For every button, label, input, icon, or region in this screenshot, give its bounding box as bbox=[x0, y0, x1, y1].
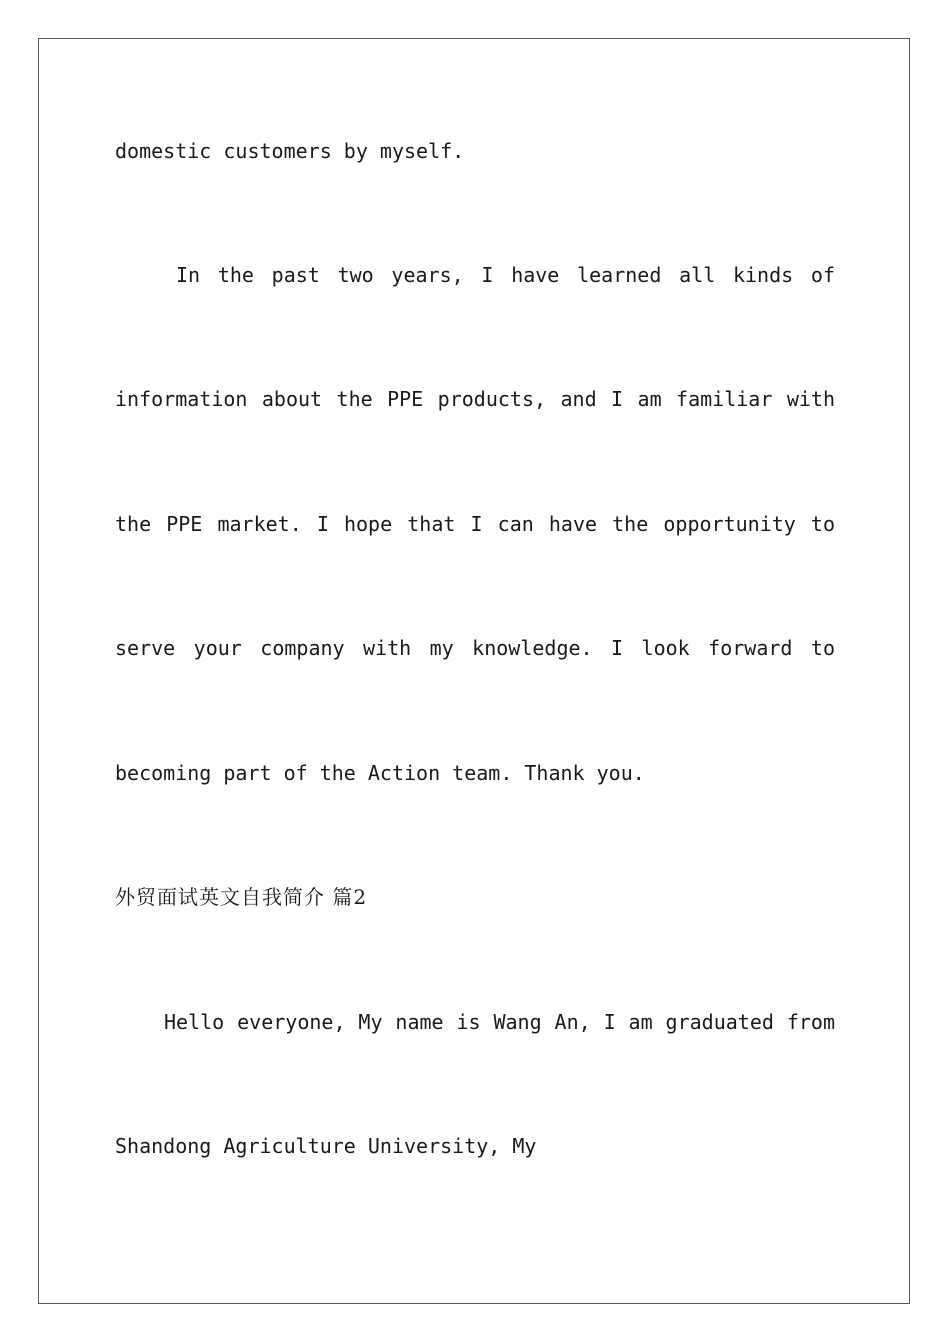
text-line-9: Shandong Agriculture University, My bbox=[115, 1134, 537, 1158]
paragraph-start-line-2: Hello everyone, My name is Wang An, I am graduated from bbox=[164, 1010, 835, 1034]
text-line-4: the PPE market. I hope that I can have the opportunity to bbox=[115, 512, 835, 536]
text-line-1: domestic customers by myself. bbox=[115, 139, 465, 163]
text-line-5: serve your company with my knowledge. I look forward to bbox=[115, 636, 835, 660]
text-line-6: becoming part of the Action team. Thank you. bbox=[115, 761, 645, 785]
page-border bbox=[38, 38, 910, 1304]
text-line-3: information about the PPE products, and I am familiar with bbox=[115, 387, 835, 411]
paragraph-start-line: In the past two years, I have learned all kinds of bbox=[176, 263, 835, 287]
section-heading: 外贸面试英文自我简介 篇2 bbox=[115, 885, 368, 909]
